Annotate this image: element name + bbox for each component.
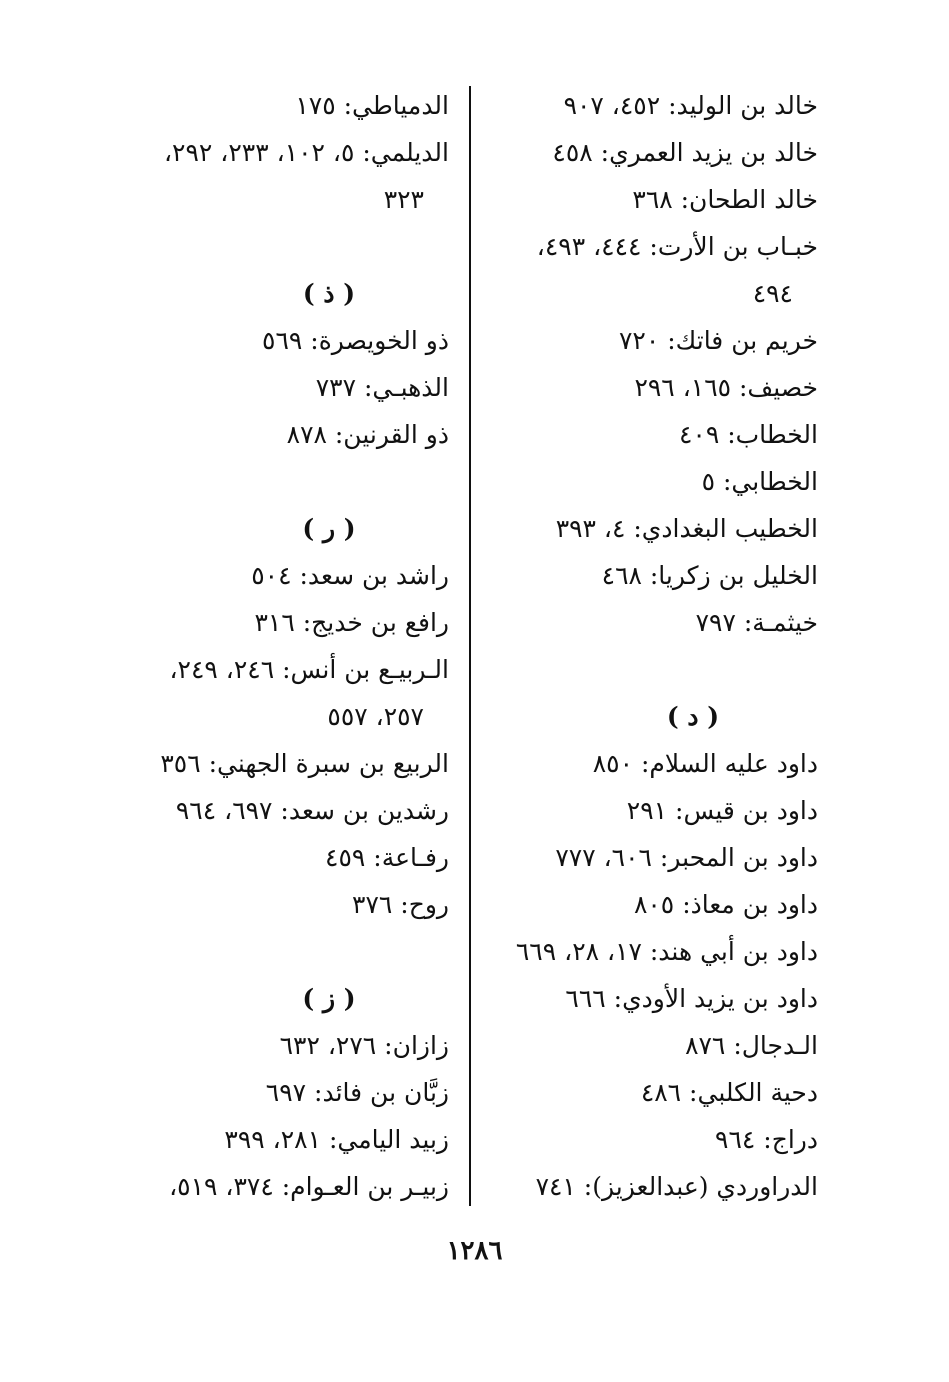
index-entry: خالد بن يزيد العمري: ٤٥٨ (552, 138, 818, 167)
index-entry: دحية الكلبي: ٤٨٦ (640, 1078, 818, 1107)
section-letter-heading: ( د ) (666, 702, 720, 731)
index-entry-continuation: ٢٥٧، ٥٥٧ (327, 702, 424, 731)
index-entry: الخليل بن زكريا: ٤٦٨ (601, 561, 818, 590)
index-entry: الدراوردي (عبدالعزيز): ٧٤١ (535, 1172, 818, 1201)
index-entry: الدمياطي: ١٧٥ (295, 91, 449, 120)
spacer (458, 646, 818, 693)
index-entry: زبَّان بن فائد: ٦٩٧ (265, 1078, 449, 1107)
index-entry: روح: ٣٧٦ (352, 890, 449, 919)
index-entry: زبيـر بن العـوام: ٣٧٤، ٥١٩، (169, 1172, 449, 1201)
index-entry: داود بن أبي هند: ١٧، ٢٨، ٦٦٩ (515, 937, 818, 966)
spacer (99, 928, 449, 975)
index-entry: رافع بن خديج: ٣١٦ (254, 608, 449, 637)
index-entry: داود عليه السلام: ٨٥٠ (592, 749, 818, 778)
index-entry: الديلمي: ٥، ١٠٢، ٢٣٣، ٢٩٢، (163, 138, 449, 167)
index-entry-continuation: ٤٩٤ (752, 279, 793, 308)
index-entry: ذو الخويصرة: ٥٦٩ (262, 326, 449, 355)
right-column (458, 82, 818, 1210)
index-entry: راشد بن سعد: ٥٠٤ (251, 561, 449, 590)
index-entry: دراج: ٩٦٤ (715, 1125, 818, 1154)
index-entry: الخطيب البغدادي: ٤، ٣٩٣ (555, 514, 818, 543)
index-entry: الربيع بن سبرة الجهني: ٣٥٦ (160, 749, 449, 778)
index-entry: خبـاب بن الأرت: ٤٤٤، ٤٩٣، (536, 232, 818, 261)
spacer (99, 223, 449, 270)
index-entry: الخطاب: ٤٠٩ (678, 420, 818, 449)
index-entry: خريم بن فاتك: ٧٢٠ (619, 326, 818, 355)
section-letter-heading: ( ر ) (302, 514, 356, 543)
section-letter-heading: ( ذ ) (302, 279, 356, 308)
spacer (99, 458, 449, 505)
index-entry: زازان: ٢٧٦، ٦٣٢ (279, 1031, 449, 1060)
index-entry: ذو القرنين: ٨٧٨ (286, 420, 449, 449)
column-divider (469, 86, 471, 1206)
index-entry: داود بن يزيد الأودي: ٦٦٦ (565, 984, 818, 1013)
section-letter-heading: ( ز ) (302, 984, 356, 1013)
index-entry: الخطابي: ٥ (701, 467, 818, 496)
index-entry: خصيف: ١٦٥، ٢٩٦ (634, 373, 818, 402)
index-entry: زبيد اليامي: ٢٨١، ٣٩٩ (224, 1125, 449, 1154)
index-entry: داود بن المحبر: ٦٠٦، ٧٧٧ (555, 843, 818, 872)
index-entry: داود بن معاذ: ٨٠٥ (633, 890, 818, 919)
left-column (99, 82, 449, 1210)
index-entry: الذهبـي: ٧٣٧ (315, 373, 449, 402)
index-entry: خيثمـة: ٧٩٧ (695, 608, 818, 637)
index-entry: رفـاعة: ٤٥٩ (325, 843, 449, 872)
page-number: ١٢٨٦ (446, 1236, 503, 1266)
index-entry: خالد الطحان: ٣٦٨ (632, 185, 818, 214)
index-entry: رشدين بن سعد: ٦٩٧، ٩٦٤ (175, 796, 449, 825)
index-entry: داود بن قيس: ٢٩١ (626, 796, 818, 825)
index-entry: الـربيـع بن أنس: ٢٤٦، ٢٤٩، (169, 655, 449, 684)
index-entry: الـدجال: ٨٧٦ (685, 1031, 818, 1060)
index-entry: خالد بن الوليد: ٤٥٢، ٩٠٧ (563, 91, 818, 120)
index-entry-continuation: ٣٢٣ (383, 185, 424, 214)
